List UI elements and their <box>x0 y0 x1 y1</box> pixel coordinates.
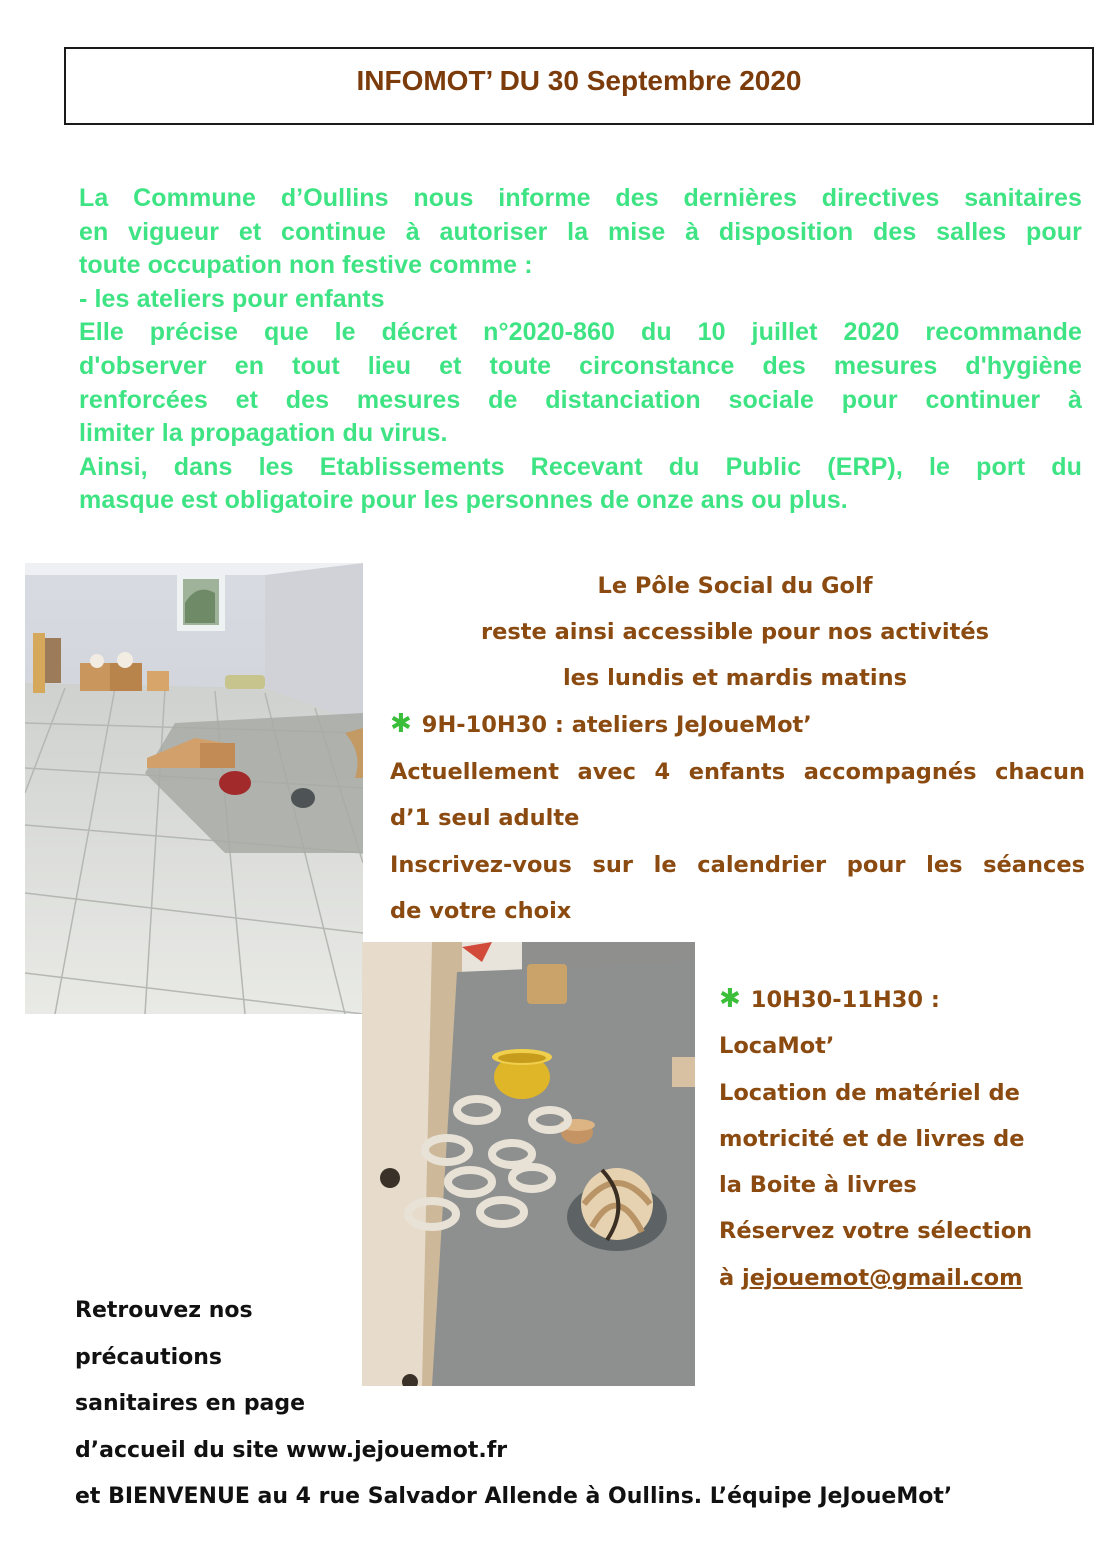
locamot-line: la Boite à livres <box>719 1172 917 1199</box>
email-link[interactable]: jejouemot@gmail.com <box>742 1264 1023 1291</box>
asterisk-icon: ✱ <box>390 709 412 739</box>
notice-line: toute occupation non festive comme : <box>79 251 533 280</box>
notice-line: masque est obligatoire pour les personnes de onze ans ou plus. <box>79 486 848 515</box>
ateliers-line: d’1 seul adulte <box>390 805 580 831</box>
ateliers-heading-row <box>390 701 1085 749</box>
footer-line: sanitaires en page <box>75 1391 306 1416</box>
ateliers-line: Inscrivez-vous sur le calendrier pour les séances <box>390 851 1085 878</box>
pole-social-block <box>390 563 1080 701</box>
locamot-heading: 10H30-11H30 : <box>750 987 940 1013</box>
commune-notice <box>79 182 1082 518</box>
asterisk-icon: ✱ <box>719 984 741 1014</box>
locamot-line: Réservez votre sélection <box>719 1218 1033 1245</box>
notice-line: limiter la propagation du virus. <box>79 419 448 448</box>
ateliers-line: de votre choix <box>390 898 572 924</box>
ateliers-heading: 9H-10H30 : ateliers JeJoueMot’ <box>421 712 812 738</box>
notice-line: en vigueur et continue à autoriser la mise à disposition des salles pour <box>79 217 1082 246</box>
title-box <box>64 47 1094 125</box>
notice-line: d'observer en tout lieu et toute circonstance des mesures d'hygiène <box>79 351 1082 380</box>
notice-line: Ainsi, dans les Etablissements Recevant du Public (ERP), le port du <box>79 452 1082 481</box>
ateliers-line: Actuellement avec 4 enfants accompagnés chacun <box>390 758 1085 785</box>
room-photo <box>25 563 363 1014</box>
ateliers-block <box>390 701 1085 935</box>
locamot-block <box>719 976 1099 1301</box>
pole-line: reste ainsi accessible pour nos activités <box>481 619 989 645</box>
pole-line: Le Pôle Social du Golf <box>597 573 873 599</box>
page-title: INFOMOT’ DU 30 Septembre 2020 <box>356 65 802 96</box>
email-prefix: à <box>719 1264 743 1291</box>
footer-welcome-line: et BIENVENUE au 4 rue Salvador Allende à Oullins. L’équipe JeJoueMot’ <box>75 1484 953 1509</box>
notice-line: renforcées et des mesures de distanciation sociale pour continuer à <box>79 385 1082 414</box>
footer-line: Retrouvez nos <box>75 1298 253 1323</box>
locamot-heading-row <box>719 976 1099 1023</box>
notice-line: Elle précise que le décret n°2020-860 du 10 juillet 2020 recommande <box>79 318 1082 347</box>
locamot-line: motricité et de livres de <box>719 1125 1025 1152</box>
notice-line: La Commune d’Oullins nous informe des dernières directives sanitaires <box>79 184 1082 212</box>
footer-site-line: d’accueil du site www.jejouemot.fr <box>75 1437 508 1463</box>
notice-bullet: - les ateliers pour enfants <box>79 284 385 313</box>
footer-block <box>75 1288 1085 1521</box>
locamot-name: LocaMot’ <box>719 1033 835 1060</box>
pole-line: les lundis et mardis matins <box>562 665 908 691</box>
footer-line: précautions <box>75 1344 222 1370</box>
locamot-line: Location de matériel de <box>719 1079 1020 1106</box>
